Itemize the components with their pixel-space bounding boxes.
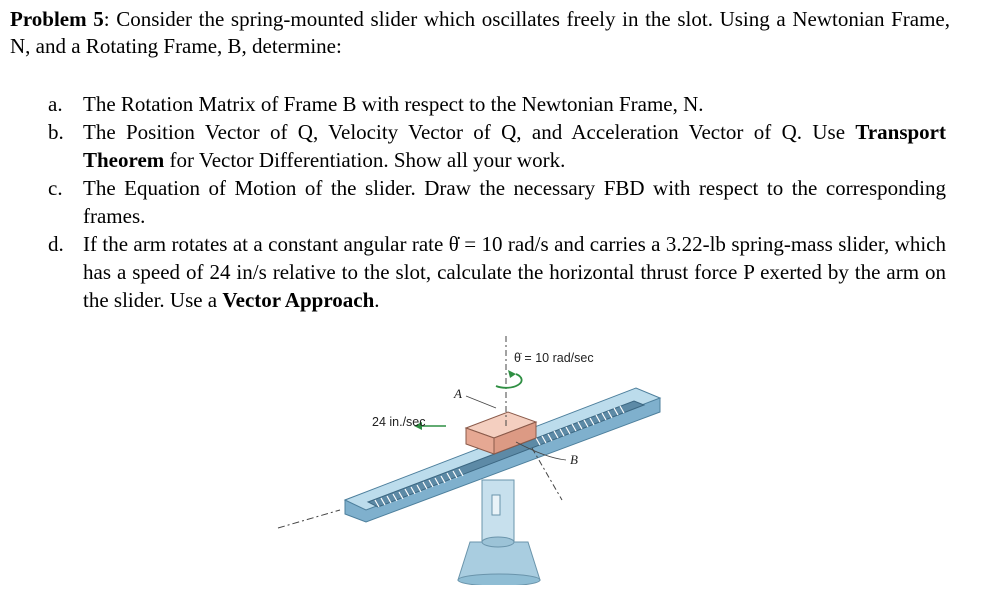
question-a xyxy=(48,90,946,118)
theta-dot-symbol: θ̇ xyxy=(448,232,459,256)
problem-number: Problem 5 xyxy=(10,7,104,31)
question-marker: d. xyxy=(48,232,64,256)
question-text: The Position Vector of Q, Velocity Vector of Q, and Acceleration Vector of Q. Use xyxy=(83,120,856,144)
slider-mechanism-illustration xyxy=(270,330,690,585)
leader-a xyxy=(466,396,496,408)
base-stand-bottom xyxy=(458,574,540,585)
question-list xyxy=(48,90,946,314)
problem-intro-text: : Consider the spring-mounted slider which oscillates freely in the slot. Using a Newtonian Frame, N, and a Rotating Frame, B, determine: xyxy=(10,7,950,58)
question-marker: b. xyxy=(48,120,64,144)
question-marker: c. xyxy=(48,176,63,200)
slider-figure xyxy=(270,330,690,585)
rotation-arrow xyxy=(496,374,522,388)
problem-statement xyxy=(10,6,950,60)
frame-b-label: B xyxy=(570,452,578,467)
question-text-end: for Vector Differentiation. Show all your work. xyxy=(164,148,566,172)
reference-line-left xyxy=(278,510,340,528)
question-c xyxy=(48,174,946,230)
rotation-arrowhead xyxy=(508,370,516,378)
question-text: The Rotation Matrix of Frame B with respect to the Newtonian Frame, N. xyxy=(83,92,704,116)
question-marker: a. xyxy=(48,92,63,116)
pivot-column-bottom xyxy=(482,537,514,547)
question-text: The Equation of Motion of the slider. Draw the necessary FBD with respect to the corresponding frames. xyxy=(83,176,946,228)
question-b xyxy=(48,118,946,174)
point-a-label: A xyxy=(454,386,462,401)
emphasis-vector-approach: Vector Approach xyxy=(222,288,375,312)
question-text-end: . xyxy=(374,288,380,312)
question-text: If the arm rotates at a constant angular rate xyxy=(83,232,449,256)
question-text-cont: = 10 rad/s and carries a 3.22-lb spring-mass slider, which has a speed of 24 in/s relative to the slot, calculate the horizontal thrust force P exerted by the arm on the slider. Use a xyxy=(83,232,947,312)
pivot-highlight xyxy=(492,495,500,515)
angular-rate-label: θ̇ = 10 rad/sec xyxy=(514,351,594,365)
question-d xyxy=(48,230,946,314)
slider-speed-label: 24 in./sec xyxy=(372,415,426,429)
emphasis-transport-theorem: Transport Theorem xyxy=(83,120,946,172)
